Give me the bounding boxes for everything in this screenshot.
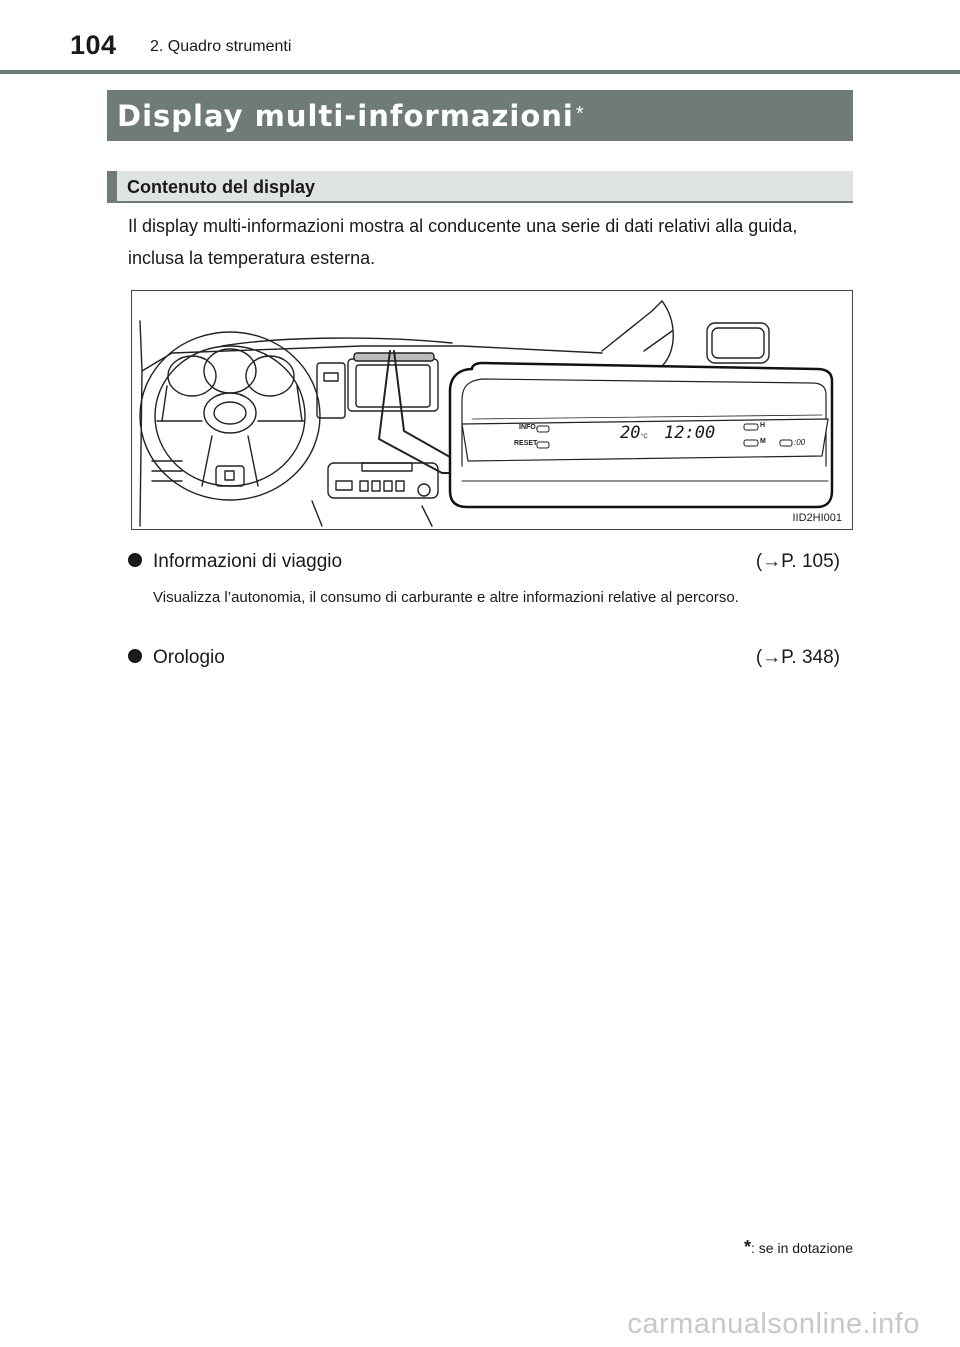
item-description: Visualizza l’autonomia, il consumo di carburante e altre informazioni relative al percorso. <box>153 589 739 606</box>
optional-marker: * <box>575 102 584 125</box>
hour-label: H <box>760 422 766 429</box>
section-title: Contenuto del display <box>127 177 316 197</box>
temperature-readout: 20 <box>620 423 641 443</box>
page-number: 104 <box>70 30 117 60</box>
header-divider <box>0 70 960 74</box>
temperature-unit: °C <box>641 434 648 440</box>
page-reference: (→P. 348) <box>755 647 840 668</box>
intro-paragraph: Il display multi-informazioni mostra al conducente una serie di dati relativi alla guida, inclusa la temperatura esterna. <box>128 216 798 268</box>
section-accent <box>107 171 117 201</box>
footnote-marker: * <box>744 1237 752 1257</box>
footnote-text: : se in dotazione <box>751 1240 853 1256</box>
minute-label: M <box>760 438 766 445</box>
chapter-title: 2. Quadro strumenti <box>150 38 292 55</box>
bullet-icon <box>128 553 142 567</box>
minutes-readout: :00 <box>794 438 806 447</box>
reset-label: RESET <box>514 440 538 447</box>
steering-wheel <box>140 332 320 500</box>
info-label: INFO. <box>519 424 538 431</box>
item-label: Orologio <box>153 647 225 668</box>
list-item <box>128 551 840 573</box>
dashboard-illustration <box>131 290 853 530</box>
section-header <box>107 171 853 203</box>
bullet-icon <box>128 649 142 663</box>
page-reference: (→P. 105) <box>755 551 840 572</box>
item-label: Informazioni di viaggio <box>153 551 343 572</box>
page-title: Display multi-informazioni <box>117 99 574 133</box>
watermark: carmanualsonline.info <box>627 1308 920 1340</box>
figure-code: IID2HI001 <box>792 512 842 524</box>
footnote <box>744 1237 853 1258</box>
page-title-bar <box>107 90 853 141</box>
clock-readout: 12:00 <box>664 423 716 443</box>
list-item <box>128 647 840 669</box>
